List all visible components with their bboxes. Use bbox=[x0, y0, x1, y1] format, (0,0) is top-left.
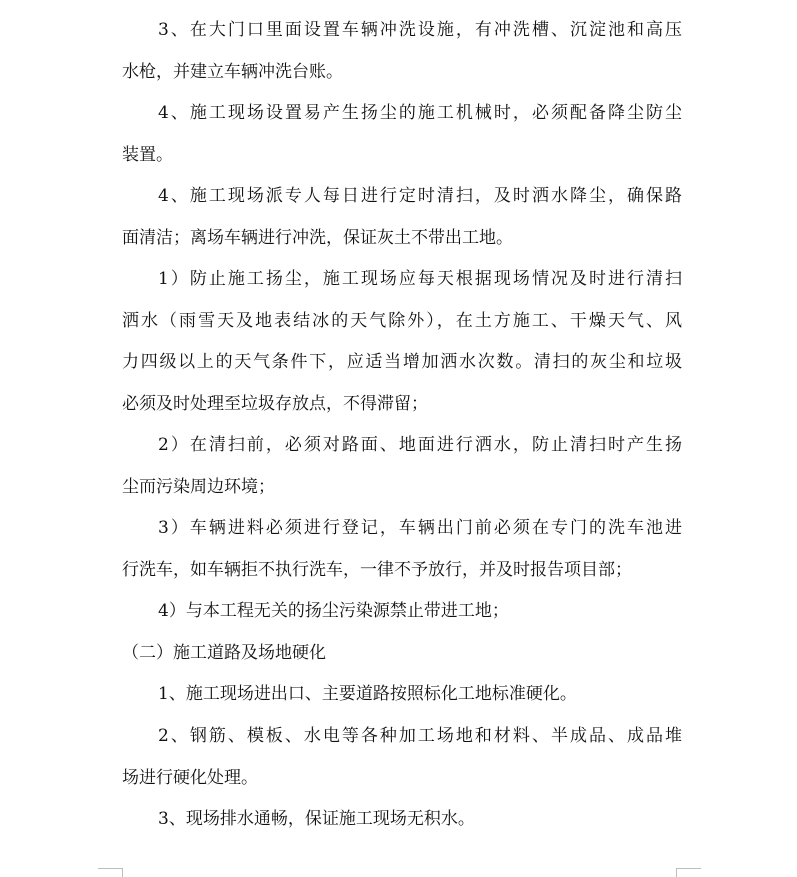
text-line: 行洗车，如车辆拒不执行洗车，一律不予放行，并及时报告项目部； bbox=[122, 559, 632, 580]
paragraph-dust-machinery bbox=[122, 93, 682, 176]
text-line: 力四级以上的天气条件下，应适当增加洒水次数。清扫的灰尘和垃圾 bbox=[122, 352, 682, 372]
text-line: 4、施工现场派专人每日进行定时清扫，及时洒水降尘，确保路 bbox=[158, 186, 682, 206]
text-line: 2、钢筋、模板、水电等各种加工场地和材料、半成品、成品堆 bbox=[158, 726, 682, 746]
text-line: 1）防止施工扬尘，施工现场应每天根据现场情况及时进行清扫 bbox=[158, 269, 682, 289]
text-line: 4）与本工程无关的扬尘污染源禁止带进工地； bbox=[158, 601, 509, 621]
paragraph-drainage bbox=[122, 799, 682, 841]
text-line: 面清洁；离场车辆进行冲洗，保证灰土不带出工地。 bbox=[122, 227, 513, 248]
text-line: 4、施工现场设置易产生扬尘的施工机械时，必须配备降尘防尘 bbox=[158, 103, 682, 123]
paragraph-unrelated-dust-sources bbox=[122, 591, 682, 633]
paragraph-pre-sweep-watering bbox=[122, 425, 682, 508]
paragraph-vehicle-registration bbox=[122, 508, 682, 591]
paragraph-site-cleaning bbox=[122, 176, 682, 259]
text-line: 水枪，并建立车辆冲洗台账。 bbox=[122, 61, 343, 82]
section-heading: （二）施工道路及场地硬化 bbox=[122, 643, 326, 663]
text-line: 2）在清扫前，必须对路面、地面进行洒水，防止清扫时产生扬 bbox=[158, 435, 682, 455]
paragraph-vehicle-wash bbox=[122, 10, 682, 93]
margin-corner-mark-left bbox=[98, 868, 123, 877]
text-line: 洒水（雨雪天及地表结冰的天气除外），在土方施工、干燥天气、风 bbox=[122, 310, 682, 331]
paragraph-yard-hardening bbox=[122, 716, 682, 799]
text-line: 装置。 bbox=[122, 144, 173, 165]
text-line: 3、现场排水通畅，保证施工现场无积水。 bbox=[158, 809, 475, 829]
paragraph-road-hardening bbox=[122, 674, 682, 716]
text-line: 必须及时处理至垃圾存放点，不得滞留； bbox=[122, 393, 428, 414]
text-line: 场进行硬化处理。 bbox=[122, 767, 258, 788]
text-line: 3）车辆进料必须进行登记，车辆出门前必须在专门的洗车池进 bbox=[158, 518, 682, 538]
text-line: 3、在大门口里面设置车辆冲洗设施，有冲洗槽、沉淀池和高压 bbox=[158, 20, 682, 40]
margin-corner-mark-right bbox=[676, 868, 701, 877]
text-line: 1、施工现场进出口、主要道路按照标化工地标准硬化。 bbox=[158, 684, 577, 704]
text-line: 尘而污染周边环境； bbox=[122, 476, 275, 497]
paragraph-dust-prevention bbox=[122, 259, 682, 425]
